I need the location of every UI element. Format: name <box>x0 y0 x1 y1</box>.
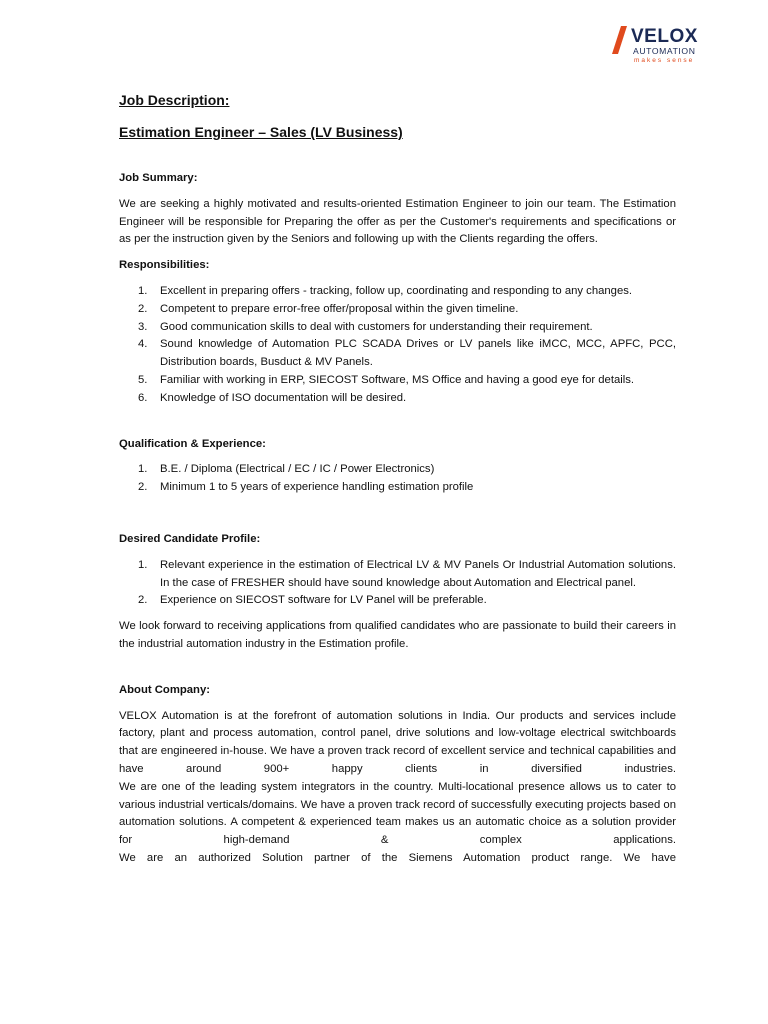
section-title-about: About Company: <box>119 683 210 696</box>
list-number: 2. <box>138 481 148 494</box>
list-item <box>119 336 676 372</box>
list-text: B.E. / Diploma (Electrical / EC / IC / Power Electronics) <box>160 463 435 476</box>
list-number: 6. <box>138 391 148 404</box>
list-item <box>119 372 676 390</box>
list-number: 3. <box>138 320 148 333</box>
list-number: 4. <box>138 338 148 351</box>
list-text: Sound knowledge of Automation PLC SCADA Drives or LV panels like iMCC, MCC, APFC, PCC, Distribution boards, Busduct & MV Panels. <box>160 338 676 369</box>
heading-job-title: Estimation Engineer – Sales (LV Business) <box>119 124 403 140</box>
logo-tagline: makes sense <box>634 57 695 64</box>
list-item <box>119 592 676 610</box>
about-paragraph: We are one of the leading system integrators in the country. Multi-locational presence allows us to cater to various industrial verticals/domains. We have a proven track record of successfully executing projects based on automation solutions. A competent & experienced team makes us an automatic choice as a solution provider for high-demand & complex applications. <box>119 780 676 847</box>
section-title-profile: Desired Candidate Profile: <box>119 532 261 545</box>
list-text: Knowledge of ISO documentation will be desired. <box>160 391 407 404</box>
summary-paragraph: We are seeking a highly motivated and results-oriented Estimation Engineer to join our team. The Estimation Engineer will be responsible for Preparing the offer as per the Customer's requirements and specifications or as per the instruction given by the Seniors and following up with the Clients regarding the offers. <box>119 197 676 246</box>
section-title-responsibilities: Responsibilities: <box>119 259 210 272</box>
profile-list <box>119 557 676 610</box>
section-title-summary: Job Summary: <box>119 172 198 184</box>
list-number: 1. <box>138 558 148 571</box>
list-number: 1. <box>138 463 148 476</box>
list-number: 2. <box>138 594 148 607</box>
list-item <box>119 479 676 497</box>
document-body <box>119 90 676 868</box>
list-text: Experience on SIECOST software for LV Panel will be preferable. <box>160 594 487 607</box>
list-item <box>119 461 676 479</box>
list-item <box>119 283 676 301</box>
closing-paragraph: We look forward to receiving applications from qualified candidates who are passionate to build their careers in the industrial automation industry in the Estimation profile. <box>119 620 676 650</box>
logo-slash-icon <box>612 26 630 54</box>
list-number: 5. <box>138 373 148 386</box>
section-title-qualification: Qualification & Experience: <box>119 437 266 450</box>
list-text: Excellent in preparing offers - tracking, follow up, coordinating and responding to any changes. <box>160 284 633 297</box>
about-paragraph: We are an authorized Solution partner of the Siemens Automation product range. We have <box>119 851 676 864</box>
list-item <box>119 319 676 337</box>
list-text: Minimum 1 to 5 years of experience handling estimation profile <box>160 481 474 494</box>
list-item <box>119 557 676 593</box>
list-text: Relevant experience in the estimation of Electrical LV & MV Panels Or Industrial Automation solutions. In the case of FRESHER should have sound knowledge about Automation and Electrical panel. <box>160 558 676 589</box>
heading-job-description: Job Description: <box>119 92 230 108</box>
list-text: Familiar with working in ERP, SIECOST Software, MS Office and having a good eye for details. <box>160 373 635 386</box>
list-text: Good communication skills to deal with customers for understanding their requirement. <box>160 320 593 333</box>
velox-logo <box>612 26 712 70</box>
list-number: 1. <box>138 284 148 297</box>
list-number: 2. <box>138 302 148 315</box>
list-item <box>119 301 676 319</box>
qualification-list <box>119 461 676 497</box>
about-paragraph: VELOX Automation is at the forefront of automation solutions in India. Our products and services include factory, plant and process automation, control panel, drive solutions and low-voltage electrical switchboards that are engineered in-house. We have a proven track record of excellent service and technical capabilities and have around 900+ happy clients in diversified industries. <box>119 709 676 775</box>
list-item <box>119 390 676 408</box>
logo-name: VELOX <box>631 26 698 47</box>
list-text: Competent to prepare error-free offer/proposal within the given timeline. <box>160 302 519 315</box>
responsibilities-list <box>119 283 676 408</box>
logo-subtitle: AUTOMATION <box>633 46 696 56</box>
